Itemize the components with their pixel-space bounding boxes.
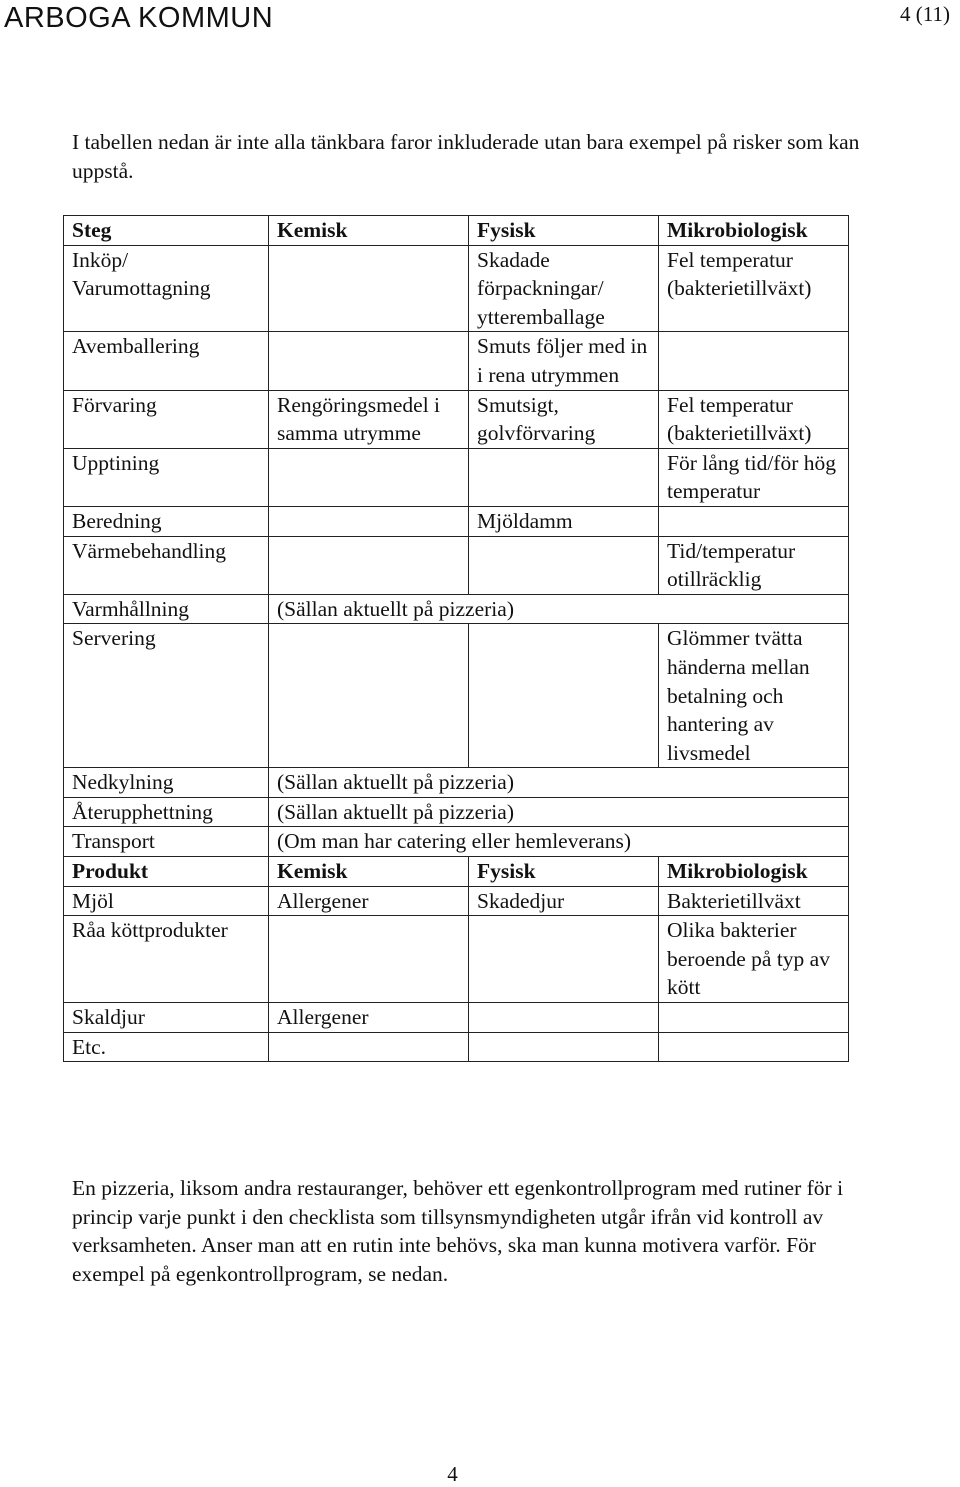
table-cell: Varmhållning bbox=[64, 594, 269, 624]
table-cell bbox=[269, 448, 469, 506]
table-cell: Nedkylning bbox=[64, 768, 269, 798]
table-cell: Allergener bbox=[269, 886, 469, 916]
column-header: Kemisk bbox=[269, 857, 469, 887]
hazard-table bbox=[63, 215, 849, 1062]
table-cell bbox=[269, 332, 469, 390]
table-cell bbox=[659, 1003, 849, 1033]
table-cell bbox=[269, 1032, 469, 1062]
table-cell: Råa köttprodukter bbox=[64, 916, 269, 1003]
table-row bbox=[64, 536, 849, 594]
table-cell: (Om man har catering eller hemleverans) bbox=[269, 827, 849, 857]
column-header: Steg bbox=[64, 216, 269, 246]
table-cell: Skadedjur bbox=[469, 886, 659, 916]
table-cell: Servering bbox=[64, 624, 269, 768]
table-row bbox=[64, 768, 849, 798]
table-cell bbox=[469, 1032, 659, 1062]
table-cell: Glömmer tvätta händerna mellan betalning och hantering av livsmedel bbox=[659, 624, 849, 768]
table-row bbox=[64, 332, 849, 390]
table-cell: Beredning bbox=[64, 506, 269, 536]
table-cell bbox=[469, 916, 659, 1003]
table-cell: Mjöldamm bbox=[469, 506, 659, 536]
table-row bbox=[64, 506, 849, 536]
table-row bbox=[64, 916, 849, 1003]
table-row bbox=[64, 886, 849, 916]
table-cell: (Sällan aktuellt på pizzeria) bbox=[269, 768, 849, 798]
table-cell bbox=[469, 624, 659, 768]
table-cell bbox=[469, 536, 659, 594]
footer-page-number: 4 bbox=[447, 1462, 458, 1486]
table-cell: Etc. bbox=[64, 1032, 269, 1062]
table-cell bbox=[659, 332, 849, 390]
table-cell bbox=[269, 536, 469, 594]
table-cell: Avemballering bbox=[64, 332, 269, 390]
table-row bbox=[64, 797, 849, 827]
table-row bbox=[64, 827, 849, 857]
intro-paragraph: I tabellen nedan är inte alla tänkbara faror inkluderade utan bara exempel på risker som kan uppstå. bbox=[72, 130, 860, 183]
table-cell: Bakterietillväxt bbox=[659, 886, 849, 916]
column-header: Mikrobiologisk bbox=[659, 857, 849, 887]
table-cell: Skadade förpackningar/ ytteremballage bbox=[469, 245, 659, 332]
table-cell bbox=[469, 448, 659, 506]
table-row bbox=[64, 594, 849, 624]
column-header: Fysisk bbox=[469, 216, 659, 246]
table-row bbox=[64, 390, 849, 448]
table-row bbox=[64, 245, 849, 332]
table-cell: Smutsigt, golvförvaring bbox=[469, 390, 659, 448]
closing-paragraph: En pizzeria, liksom andra restauranger, behöver ett egenkontrollprogram med rutiner för i princip varje punkt i den checklista som tillsynsmyndigheten utgår ifrån vid kontroll av verksamheten. Anser man att en rutin inte behövs, ska man kunna motivera varför. För exempel på egenkontrollprogram, se nedan. bbox=[72, 1176, 844, 1286]
table-cell: Fel temperatur (bakterietillväxt) bbox=[659, 245, 849, 332]
table-cell: Rengöringsmedel i samma utrymme bbox=[269, 390, 469, 448]
table-cell: Tid/temperatur otillräcklig bbox=[659, 536, 849, 594]
page-counter: 4 (11) bbox=[900, 2, 950, 26]
table-row bbox=[64, 448, 849, 506]
table-row bbox=[64, 1003, 849, 1033]
table-cell: Värmebehandling bbox=[64, 536, 269, 594]
table-cell bbox=[269, 624, 469, 768]
table-cell: Mjöl bbox=[64, 886, 269, 916]
table-cell: Transport bbox=[64, 827, 269, 857]
table-row bbox=[64, 1032, 849, 1062]
column-header: Kemisk bbox=[269, 216, 469, 246]
table-cell: Upptining bbox=[64, 448, 269, 506]
table-cell: Olika bakterier beroende på typ av kött bbox=[659, 916, 849, 1003]
hazard-table-body bbox=[64, 216, 849, 1062]
table-cell: Allergener bbox=[269, 1003, 469, 1033]
table-cell bbox=[269, 506, 469, 536]
table-cell: Inköp/ Varumottagning bbox=[64, 245, 269, 332]
table-header-row bbox=[64, 857, 849, 887]
column-header: Mikrobiologisk bbox=[659, 216, 849, 246]
column-header: Produkt bbox=[64, 857, 269, 887]
table-cell bbox=[659, 506, 849, 536]
table-cell bbox=[659, 1032, 849, 1062]
column-header: Fysisk bbox=[469, 857, 659, 887]
table-cell: Skaldjur bbox=[64, 1003, 269, 1033]
table-cell: För lång tid/för hög temperatur bbox=[659, 448, 849, 506]
table-cell: Återupphettning bbox=[64, 797, 269, 827]
table-cell: Smuts följer med in i rena utrymmen bbox=[469, 332, 659, 390]
table-cell bbox=[269, 245, 469, 332]
table-cell bbox=[269, 916, 469, 1003]
table-cell: Fel temperatur (bakterietillväxt) bbox=[659, 390, 849, 448]
table-cell: (Sällan aktuellt på pizzeria) bbox=[269, 594, 849, 624]
organization-logo: ARBOGA KOMMUN bbox=[4, 2, 274, 34]
table-cell: Förvaring bbox=[64, 390, 269, 448]
table-row bbox=[64, 624, 849, 768]
table-cell: (Sällan aktuellt på pizzeria) bbox=[269, 797, 849, 827]
table-header-row bbox=[64, 216, 849, 246]
table-cell bbox=[469, 1003, 659, 1033]
